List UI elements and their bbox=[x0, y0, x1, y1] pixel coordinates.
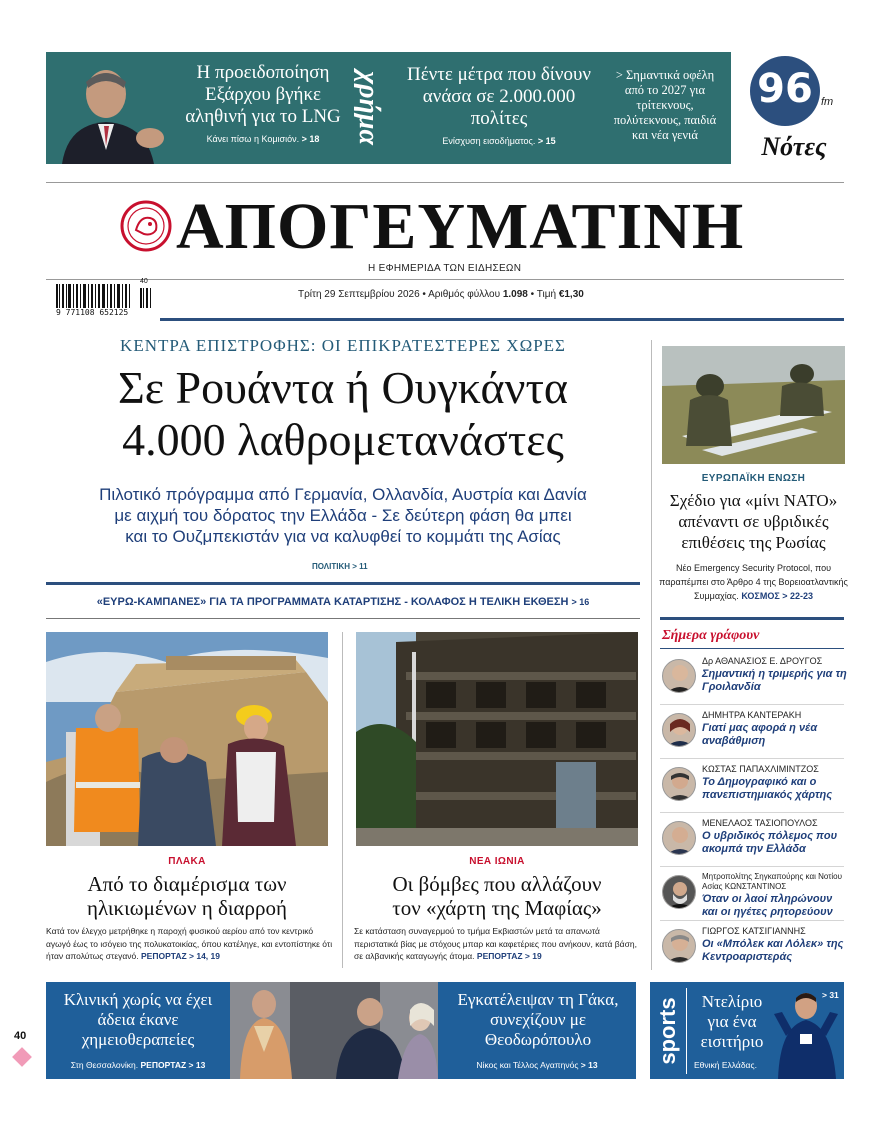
banner-left-ref[interactable]: > 18 bbox=[301, 134, 320, 144]
banner-right-text[interactable]: > Σημαντικά οφέλη από το 2027 για τρίτεκνους, πολύτεκνους, παιδιά και νέα γενιά bbox=[613, 68, 717, 142]
mid-stories-divider bbox=[342, 632, 343, 968]
plaka-headline-1: Από το διαμέρισμα των bbox=[87, 872, 287, 896]
masthead-tagline: Η ΕΦΗΜΕΡΙΔΑ ΤΩΝ ΕΙΔΗΣΕΩΝ bbox=[368, 263, 522, 274]
opinion-author: Δρ ΑΘΑΝΑΣΙΟΣ Ε. ΔΡΟΥΓΟΣ bbox=[702, 656, 823, 666]
right-story-headline[interactable]: Σχέδιο για «μίνι ΝΑΤΟ» απέναντι σε υβριδικές επιθέσεις της Ρωσίας bbox=[669, 491, 838, 552]
opinion-author: Μητροπολίτης Σηγκαπούρης και Νοτίου Ασίας ΚΩΝΣΤΑΝΤΙΝΟΣ bbox=[702, 872, 842, 891]
euro-divider bbox=[46, 618, 640, 619]
opinion-item[interactable] bbox=[660, 651, 847, 705]
banner-section-tag: χρήμα bbox=[353, 71, 384, 145]
banner-portrait bbox=[54, 60, 174, 164]
lead-headline-1[interactable]: Σε Ρουάντα ή Ουγκάντα bbox=[117, 362, 569, 413]
plaka-ref[interactable]: ΡΕΠΟΡΤΑΖ > 14, 19 bbox=[141, 951, 220, 961]
plaka-body-wrap bbox=[46, 925, 334, 963]
ionia-headline-1: Οι βόμβες που αλλάζουν bbox=[392, 872, 602, 896]
barcode-issue: 40 bbox=[140, 278, 148, 285]
ionia-photo[interactable] bbox=[356, 632, 638, 846]
sports-ref[interactable]: > 31 bbox=[822, 990, 839, 1000]
banner-left-sub: Κάνει πίσω η Κομισιόν. bbox=[206, 134, 300, 144]
sports-tag: sports bbox=[655, 997, 680, 1065]
ionia-body: Σε κατάσταση συναγερμού το τμήμα Εκβιαστών μετά τα απανωτά περιστατικά βίας με στόχους μπαρ και καφετέριες που ανήκουν, κατά βάση, σε αλβανικής καταγωγής άτομα. bbox=[354, 926, 637, 961]
lead-headline-2[interactable]: 4.000 λαθρομετανάστες bbox=[122, 414, 564, 465]
barcode bbox=[56, 278, 156, 318]
price-label: • Τιμή bbox=[530, 289, 557, 300]
opinion-author: ΚΩΣΤΑΣ ΠΑΠΑΧΛΙΜΙΝΤΖΟΣ bbox=[702, 764, 819, 774]
avatar bbox=[662, 767, 696, 801]
right-story-body: Νέο Emergency Security Protocol, που παραπέμπει στο Άρθρο 4 της Βορειοατλαντικής Συμμαχίας. bbox=[659, 563, 848, 601]
sports-tag-rule bbox=[686, 988, 687, 1074]
opinion-title[interactable]: Σημαντική η τριμερής για τη Γροιλανδία bbox=[702, 668, 847, 693]
opinion-item[interactable] bbox=[660, 921, 844, 975]
lead-sub-2: με αιχμή του δόρατος την Ελλάδα - Σε δεύτερη φάση θα μπει bbox=[114, 506, 572, 525]
lead-divider bbox=[46, 582, 640, 585]
sports-panel[interactable] bbox=[650, 982, 844, 1079]
opinion-author: ΓΙΩΡΓΟΣ ΚΑΤΣΙΓΙΑΝΝΗΣ bbox=[702, 926, 806, 936]
euro-strip-text: «ΕΥΡΩ-ΚΑΜΠΑΝΕΣ» ΓΙΑ ΤΑ ΠΡΟΓΡΑΜΜΑΤΑ ΚΑΤΑΡΤΙΣΗΣ - ΚΟΛΑΦΟΣ Η ΤΕΛΙΚΗ ΕΚΘΕΣΗ bbox=[96, 596, 569, 608]
plaka-headline-2: ηλικιωμένων η διαρροή bbox=[87, 896, 287, 920]
radio-notes: Nότες bbox=[761, 132, 827, 161]
avatar bbox=[662, 821, 696, 855]
opinion-title[interactable]: Οι «Μπόλεκ και Λόλεκ» της Κεντροαριστεράς bbox=[702, 938, 844, 963]
opinion-item[interactable] bbox=[660, 759, 844, 813]
banner-mid-ref[interactable]: > 15 bbox=[537, 136, 556, 146]
lead-ref[interactable]: ΠΟΛΙΤΙΚΗ > 11 bbox=[312, 562, 368, 571]
bottom-mid-photo[interactable] bbox=[230, 982, 438, 1079]
sports-sub: Εθνική Ελλάδας. bbox=[694, 1060, 757, 1070]
opinion-header-rule bbox=[660, 648, 844, 649]
radio-number: 96 bbox=[757, 66, 813, 112]
price-value: €1,30 bbox=[558, 289, 584, 300]
banner-mid-sub: Ενίσχυση εισοδήματος. bbox=[442, 136, 536, 146]
bottom-left-panel[interactable] bbox=[46, 982, 230, 1079]
page-number: 40 bbox=[14, 1030, 27, 1042]
banner-left-headline[interactable]: Η προειδοποίηση Εξάρχου βγήκε αληθινή για το LNG bbox=[185, 62, 341, 127]
masthead-logo-icon bbox=[120, 200, 172, 252]
avatar bbox=[662, 659, 696, 693]
right-story-label: ΕΥΡΩΠΑΪΚΗ ΕΝΩΣΗ bbox=[701, 473, 806, 484]
plaka-label: ΠΛΑΚΑ bbox=[168, 856, 206, 867]
plaka-body: Κατά τον έλεγχο μετρήθηκε η παροχή φυσικού αερίου από τον κεντρικό αγωγό έως το ισόγειο της πολυκατοικίας, όπου κατέληγε, και εντοπίστηκε ότι ήταν απολύτως στεγανό. bbox=[46, 926, 333, 961]
opinion-header: Σήμερα γράφουν bbox=[662, 628, 760, 643]
opinion-title[interactable]: Το Δημογραφικό και ο πανεπιστημιακός χάρτης bbox=[702, 776, 833, 801]
ionia-headline[interactable] bbox=[356, 872, 638, 920]
opinion-item[interactable] bbox=[660, 813, 844, 867]
ionia-headline-2: τον «χάρτη της Μαφίας» bbox=[392, 896, 602, 920]
date-text: Τρίτη 29 Σεπτεμβρίου 2026 • Αριθμός φύλλου bbox=[298, 289, 501, 300]
opinion-title[interactable]: Γιατί μας αφορά η νέα αναβάθμιση bbox=[702, 722, 818, 747]
bottom-mid-headline[interactable]: Εγκατέλειψαν τη Γάκα, συνεχίζουν με Θεοδωρόπουλο bbox=[457, 990, 619, 1049]
ionia-body-wrap bbox=[354, 925, 644, 963]
top-banner bbox=[46, 52, 731, 164]
radio-logo[interactable] bbox=[744, 52, 844, 164]
right-story-body-wrap bbox=[656, 561, 851, 603]
ionia-label: ΝΕΑ ΙΩΝΙΑ bbox=[469, 856, 525, 867]
opinion-title[interactable]: Όταν οι λαοί πληρώνουν και οι ηγέτες ρητορεύουν bbox=[702, 893, 833, 918]
avatar bbox=[662, 713, 696, 747]
page-diamond-icon bbox=[12, 1047, 32, 1067]
opinion-author: ΜΕΝΕΛΑΟΣ ΤΑΣΙΟΠΟΥΛΟΣ bbox=[702, 818, 818, 828]
opinion-title[interactable]: Ο υβριδικός πόλεμος που ακομπά την Ελλάδα bbox=[702, 830, 838, 855]
masthead-rule-top bbox=[46, 182, 844, 183]
bottom-left-ref[interactable]: ΡΕΠΟΡΤΑΖ > 13 bbox=[140, 1060, 206, 1070]
right-story-ref[interactable]: ΚΟΣΜΟΣ > 22-23 bbox=[741, 591, 813, 601]
banner-mid-headline[interactable]: Πέντε μέτρα που δίνουν ανάσα σε 2.000.000 πολίτες bbox=[406, 64, 592, 129]
lead-sub-1: Πιλοτικό πρόγραμμα από Γερμανία, Ολλανδία, Αυστρία και Δανία bbox=[99, 485, 587, 504]
right-story-photo[interactable] bbox=[662, 346, 845, 464]
plaka-photo[interactable] bbox=[46, 632, 328, 846]
avatar bbox=[662, 929, 696, 963]
ionia-ref[interactable]: ΡΕΠΟΡΤΑΖ > 19 bbox=[476, 951, 542, 961]
opinion-author: ΔΗΜΗΤΡΑ ΚΑΝΤΕΡΑΚΗ bbox=[702, 710, 802, 720]
bottom-mid-panel[interactable] bbox=[438, 982, 636, 1079]
opinion-divider-top bbox=[660, 617, 844, 620]
masthead-rule-bottom bbox=[46, 279, 844, 280]
barcode-number: 9 771108 652125 bbox=[56, 308, 129, 317]
opinion-item[interactable] bbox=[660, 867, 844, 921]
bottom-mid-ref[interactable]: > 13 bbox=[580, 1060, 598, 1070]
issue-number: 1.098 bbox=[502, 289, 528, 300]
bottom-left-headline[interactable]: Κλινική χωρίς να έχει άδεια έκανε χημειοθεραπείες bbox=[63, 990, 213, 1049]
date-line bbox=[298, 289, 584, 300]
bottom-mid-sub: Νίκος και Τέλλος Αγαπηνός bbox=[476, 1060, 579, 1070]
lead-story[interactable] bbox=[46, 336, 640, 547]
masthead-title[interactable]: ΑΠΟΓΕΥΜΑΤΙΝΗ bbox=[176, 190, 745, 263]
sports-headline[interactable]: Ντελίριο για ένα εισιτήριο bbox=[700, 992, 764, 1051]
opinion-item[interactable] bbox=[660, 705, 844, 759]
euro-strip-ref[interactable]: > 16 bbox=[571, 597, 590, 607]
plaka-headline[interactable] bbox=[46, 872, 328, 920]
radio-fm: fm bbox=[821, 96, 834, 108]
euro-strip[interactable] bbox=[46, 596, 640, 608]
lead-sub-3: και το Ουζμπεκιστάν για να καλυφθεί το κομμάτι της Ασίας bbox=[125, 527, 561, 546]
lead-kicker: ΚΕΝΤΡΑ ΕΠΙΣΤΡΟΦΗΣ: ΟΙ ΕΠΙΚΡΑΤΕΣΤΕΡΕΣ ΧΩΡΕΣ bbox=[120, 336, 566, 355]
column-divider bbox=[651, 340, 652, 970]
avatar bbox=[662, 875, 696, 909]
bottom-left-sub: Στη Θεσσαλονίκη. bbox=[70, 1060, 139, 1070]
masthead-rule-date bbox=[160, 318, 844, 321]
